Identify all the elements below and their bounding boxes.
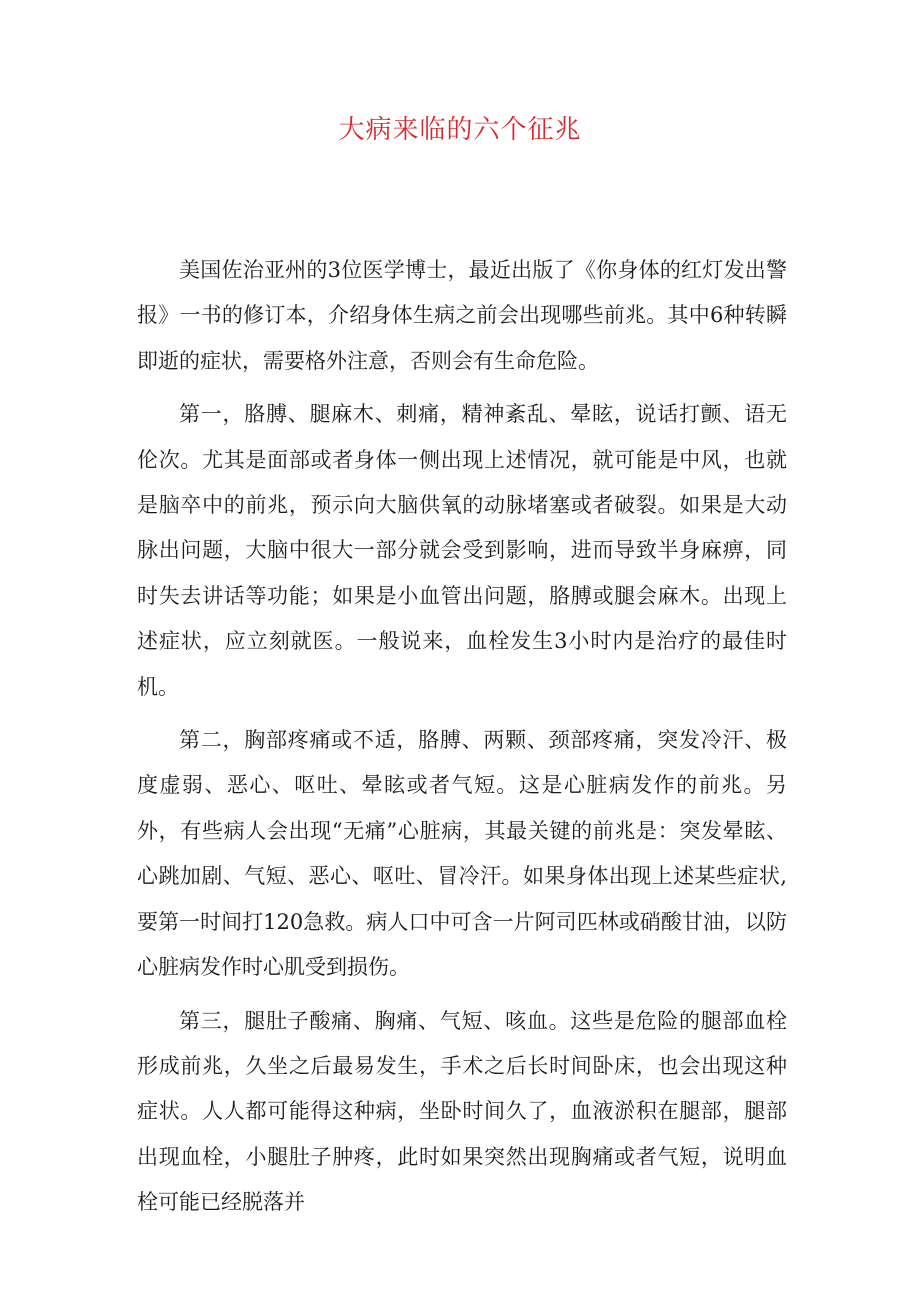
paragraph-sign-1: 第一，胳膊、腿麻木、刺痛，精神紊乱、晕眩，说话打颤、语无伦次。尤其是面部或者身体一侧出现上述情况，就可能是中风，也就是脑卒中的前兆，预示向大脑供氧的动脉堵塞或者破裂。如果是大动脉出问题，大脑中很大一部分就会受到影响，进而导致半身麻痹，同时失去讲话等功能；如果是小血管出问题，胳膊或腿会麻木。出现上述症状，应立刻就医。一般说来，血栓发生3小时内是治疗的最佳时机。 <box>137 402 787 699</box>
paragraph-sign-3: 第三，腿肚子酸痛、胸痛、气短、咳血。这些是危险的腿部血栓形成前兆，久坐之后最易发生，手术之后长时间卧床，也会出现这种症状。人人都可能得这种病，坐卧时间久了，血液淤积在腿部，腿部出现血栓，小腿肚子肿疼，此时如果突然出现胸痛或者气短，说明血栓可能已经脱落并 <box>137 1008 787 1215</box>
paragraph-sign-2: 第二，胸部疼痛或不适，胳膊、两颗、颈部疼痛，突发冷汗、极度虚弱、恶心、呕吐、晕眩或者气短。这是心脏病发作的前兆。另外，有些病人会出现“无痛”心脏病，其最关键的前兆是：突发晕眩、心跳加剧、气短、恶心、呕吐、冒冷汗。如果身体出现上述某些症状,要第一时间打120急救。病人口中可含一片阿司匹林或硝酸甘油，以防心脏病发作时心肌受到损伤。 <box>137 728 787 980</box>
document-title: 大病来临的六个征兆 <box>338 115 582 145</box>
document-body <box>137 248 787 1234</box>
paragraph-intro: 美国佐治亚州的3位医学博士，最近出版了《你身体的红灯发出警报》一书的修订本，介绍身体生病之前会出现哪些前兆。其中6种转瞬即逝的症状，需要格外注意，否则会有生命危险。 <box>137 258 787 373</box>
